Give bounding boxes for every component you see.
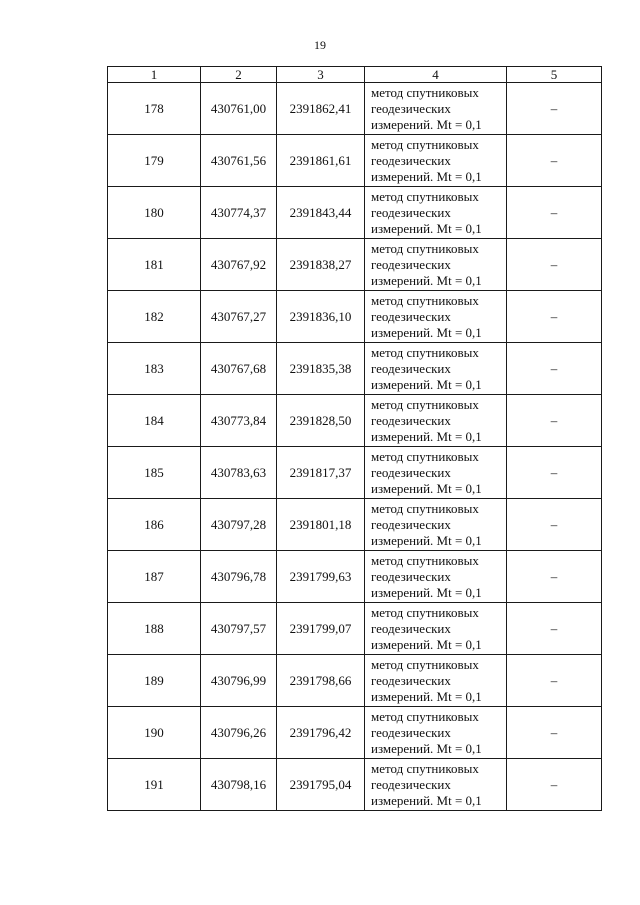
- x-coordinate-cell: 430797,57: [201, 603, 277, 655]
- x-coordinate-cell: 430796,26: [201, 707, 277, 759]
- table-row: [108, 83, 602, 135]
- y-coordinate-cell: 2391799,07: [277, 603, 365, 655]
- table-row: [108, 655, 602, 707]
- method-cell: [365, 759, 507, 811]
- table-row: [108, 499, 602, 551]
- note-cell: –: [507, 239, 602, 291]
- method-cell: [365, 343, 507, 395]
- header-cell-4: 4: [365, 67, 507, 83]
- coordinates-table: [107, 66, 602, 811]
- point-number-cell: 187: [108, 551, 201, 603]
- method-text-line: геодезических: [371, 516, 451, 532]
- method-text-line: геодезических: [371, 204, 451, 220]
- y-coordinate-cell: 2391799,63: [277, 551, 365, 603]
- y-coordinate-cell: 2391843,44: [277, 187, 365, 239]
- table-header-row: [108, 67, 602, 83]
- point-number-cell: 181: [108, 239, 201, 291]
- method-text-line: измерений. Mt = 0,1: [371, 116, 482, 132]
- method-text-line: метод спутниковых: [371, 552, 479, 568]
- note-cell: –: [507, 83, 602, 135]
- note-cell: –: [507, 291, 602, 343]
- table-row: [108, 135, 602, 187]
- note-cell: –: [507, 551, 602, 603]
- y-coordinate-cell: 2391836,10: [277, 291, 365, 343]
- x-coordinate-cell: 430797,28: [201, 499, 277, 551]
- method-cell: [365, 395, 507, 447]
- point-number-cell: 191: [108, 759, 201, 811]
- x-coordinate-cell: 430767,27: [201, 291, 277, 343]
- method-cell: [365, 83, 507, 135]
- method-text-line: метод спутниковых: [371, 396, 479, 412]
- note-cell: –: [507, 655, 602, 707]
- y-coordinate-cell: 2391798,66: [277, 655, 365, 707]
- method-text-line: измерений. Mt = 0,1: [371, 480, 482, 496]
- note-cell: –: [507, 187, 602, 239]
- page-number: 19: [314, 38, 326, 52]
- y-coordinate-cell: 2391828,50: [277, 395, 365, 447]
- x-coordinate-cell: 430773,84: [201, 395, 277, 447]
- method-text-line: измерений. Mt = 0,1: [371, 688, 482, 704]
- note-cell: –: [507, 135, 602, 187]
- x-coordinate-cell: 430796,99: [201, 655, 277, 707]
- method-cell: [365, 135, 507, 187]
- table-row: [108, 447, 602, 499]
- method-text-line: геодезических: [371, 308, 451, 324]
- point-number-cell: 184: [108, 395, 201, 447]
- method-cell: [365, 551, 507, 603]
- table-row: [108, 603, 602, 655]
- point-number-cell: 180: [108, 187, 201, 239]
- method-cell: [365, 239, 507, 291]
- y-coordinate-cell: 2391835,38: [277, 343, 365, 395]
- note-cell: –: [507, 759, 602, 811]
- table-body: [108, 83, 602, 811]
- table-row: [108, 187, 602, 239]
- table-row: [108, 343, 602, 395]
- method-text-line: измерений. Mt = 0,1: [371, 428, 482, 444]
- point-number-cell: 185: [108, 447, 201, 499]
- x-coordinate-cell: 430767,92: [201, 239, 277, 291]
- x-coordinate-cell: 430761,56: [201, 135, 277, 187]
- method-text-line: геодезических: [371, 412, 451, 428]
- method-cell: [365, 291, 507, 343]
- x-coordinate-cell: 430798,16: [201, 759, 277, 811]
- method-text-line: измерений. Mt = 0,1: [371, 636, 482, 652]
- note-cell: –: [507, 447, 602, 499]
- point-number-cell: 179: [108, 135, 201, 187]
- point-number-cell: 182: [108, 291, 201, 343]
- method-cell: [365, 707, 507, 759]
- method-cell: [365, 187, 507, 239]
- method-text-line: измерений. Mt = 0,1: [371, 220, 482, 236]
- method-cell: [365, 655, 507, 707]
- method-text-line: измерений. Mt = 0,1: [371, 376, 482, 392]
- y-coordinate-cell: 2391862,41: [277, 83, 365, 135]
- x-coordinate-cell: 430761,00: [201, 83, 277, 135]
- method-text-line: метод спутниковых: [371, 344, 479, 360]
- y-coordinate-cell: 2391801,18: [277, 499, 365, 551]
- method-text-line: метод спутниковых: [371, 188, 479, 204]
- method-text-line: измерений. Mt = 0,1: [371, 532, 482, 548]
- method-text-line: измерений. Mt = 0,1: [371, 792, 482, 808]
- method-text-line: измерений. Mt = 0,1: [371, 324, 482, 340]
- method-text-line: геодезических: [371, 256, 451, 272]
- method-text-line: геодезических: [371, 360, 451, 376]
- method-cell: [365, 499, 507, 551]
- point-number-cell: 178: [108, 83, 201, 135]
- table-row: [108, 759, 602, 811]
- method-text-line: метод спутниковых: [371, 708, 479, 724]
- note-cell: –: [507, 707, 602, 759]
- method-text-line: измерений. Mt = 0,1: [371, 272, 482, 288]
- method-text-line: измерений. Mt = 0,1: [371, 740, 482, 756]
- y-coordinate-cell: 2391861,61: [277, 135, 365, 187]
- y-coordinate-cell: 2391817,37: [277, 447, 365, 499]
- y-coordinate-cell: 2391795,04: [277, 759, 365, 811]
- method-text-line: метод спутниковых: [371, 240, 479, 256]
- table-row: [108, 239, 602, 291]
- note-cell: –: [507, 603, 602, 655]
- table-row: [108, 707, 602, 759]
- point-number-cell: 190: [108, 707, 201, 759]
- method-text-line: геодезических: [371, 464, 451, 480]
- method-text-line: геодезических: [371, 672, 451, 688]
- method-text-line: геодезических: [371, 152, 451, 168]
- note-cell: –: [507, 499, 602, 551]
- header-cell-2: 2: [201, 67, 277, 83]
- header-cell-1: 1: [108, 67, 201, 83]
- method-text-line: геодезических: [371, 100, 451, 116]
- method-text-line: геодезических: [371, 568, 451, 584]
- method-text-line: метод спутниковых: [371, 656, 479, 672]
- header-cell-3: 3: [277, 67, 365, 83]
- note-cell: –: [507, 395, 602, 447]
- point-number-cell: 183: [108, 343, 201, 395]
- method-text-line: геодезических: [371, 776, 451, 792]
- method-text-line: метод спутниковых: [371, 136, 479, 152]
- method-text-line: измерений. Mt = 0,1: [371, 584, 482, 600]
- method-text-line: измерений. Mt = 0,1: [371, 168, 482, 184]
- method-text-line: метод спутниковых: [371, 604, 479, 620]
- method-text-line: метод спутниковых: [371, 500, 479, 516]
- method-cell: [365, 447, 507, 499]
- note-cell: –: [507, 343, 602, 395]
- point-number-cell: 186: [108, 499, 201, 551]
- y-coordinate-cell: 2391838,27: [277, 239, 365, 291]
- x-coordinate-cell: 430783,63: [201, 447, 277, 499]
- point-number-cell: 188: [108, 603, 201, 655]
- method-text-line: геодезических: [371, 620, 451, 636]
- method-text-line: геодезических: [371, 724, 451, 740]
- table-row: [108, 291, 602, 343]
- point-number-cell: 189: [108, 655, 201, 707]
- method-text-line: метод спутниковых: [371, 448, 479, 464]
- x-coordinate-cell: 430796,78: [201, 551, 277, 603]
- method-text-line: метод спутниковых: [371, 292, 479, 308]
- header-cell-5: 5: [507, 67, 602, 83]
- x-coordinate-cell: 430767,68: [201, 343, 277, 395]
- x-coordinate-cell: 430774,37: [201, 187, 277, 239]
- table-row: [108, 551, 602, 603]
- method-text-line: метод спутниковых: [371, 84, 479, 100]
- table-row: [108, 395, 602, 447]
- y-coordinate-cell: 2391796,42: [277, 707, 365, 759]
- method-text-line: метод спутниковых: [371, 760, 479, 776]
- method-cell: [365, 603, 507, 655]
